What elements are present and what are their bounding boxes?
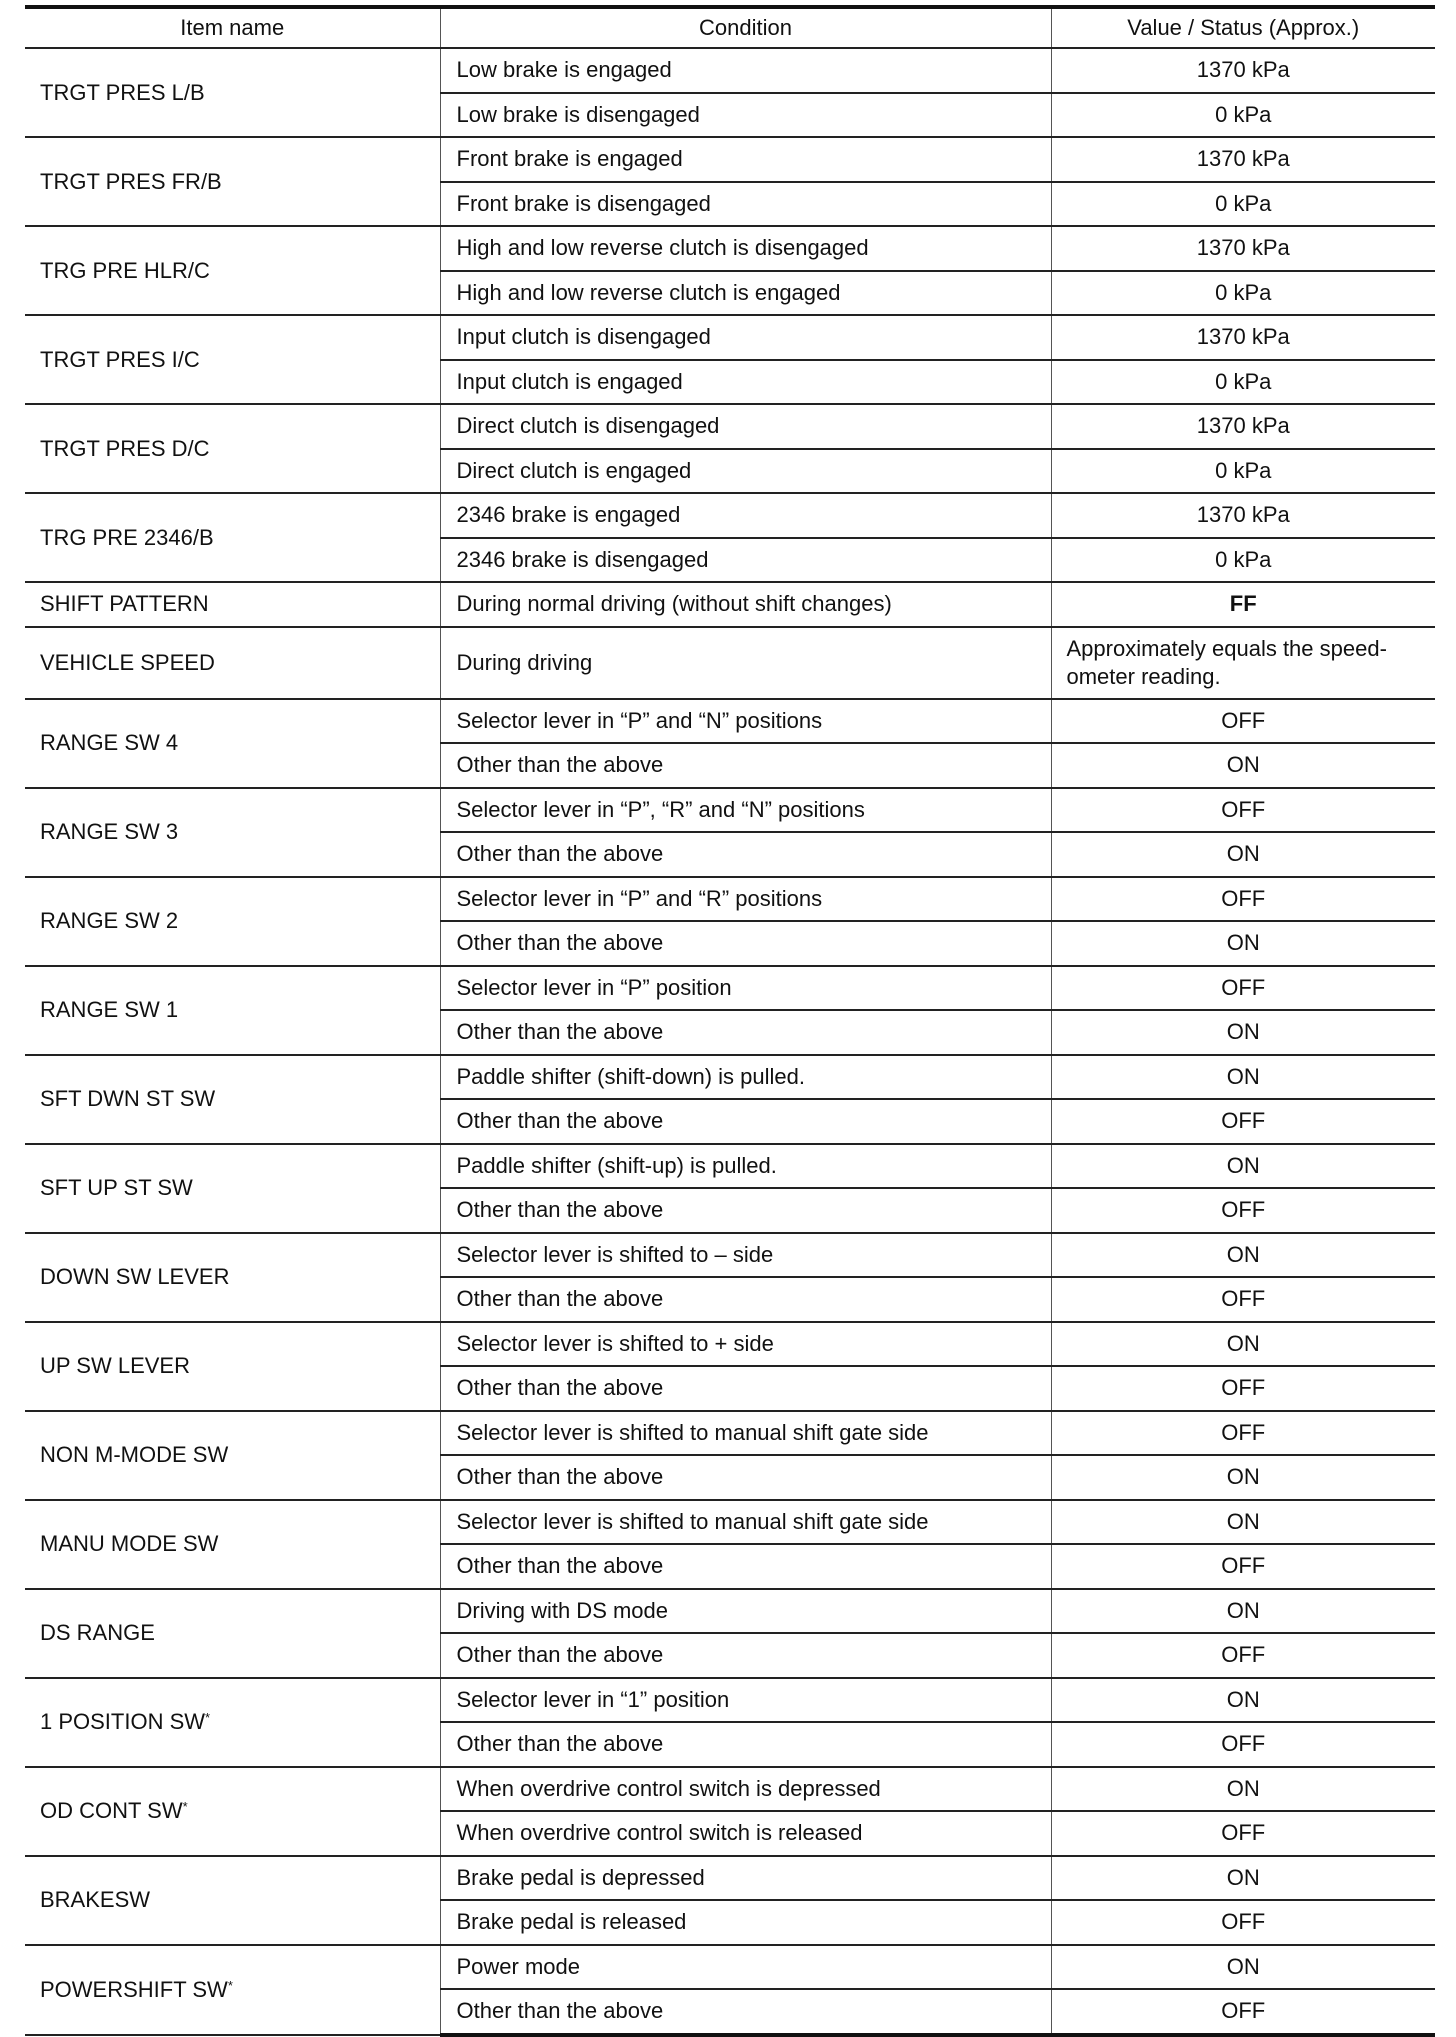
condition-cell: When overdrive control switch is depressed — [440, 1767, 1051, 1812]
condition-cell: Direct clutch is disengaged — [440, 404, 1051, 449]
value-status-cell: OFF — [1051, 1811, 1435, 1856]
condition-cell: Other than the above — [440, 1455, 1051, 1500]
value-status-cell: OFF — [1051, 1633, 1435, 1678]
condition-cell: Power mode — [440, 1945, 1051, 1990]
condition-cell: Low brake is engaged — [440, 48, 1051, 93]
condition-cell: Selector lever is shifted to manual shift gate side — [440, 1500, 1051, 1545]
item-name-cell — [25, 582, 440, 627]
condition-cell: Front brake is engaged — [440, 137, 1051, 182]
value-status-cell: FF — [1051, 582, 1435, 627]
value-status-cell: 1370 kPa — [1051, 315, 1435, 360]
footnote-marker: * — [205, 1710, 211, 1725]
condition-cell: Selector lever in “P” position — [440, 966, 1051, 1011]
condition-cell: 2346 brake is engaged — [440, 493, 1051, 538]
table-row — [25, 627, 1435, 699]
item-name-cell — [25, 627, 440, 699]
item-name-cell — [25, 1055, 440, 1144]
condition-cell: Input clutch is disengaged — [440, 315, 1051, 360]
table-header — [25, 7, 1435, 48]
item-name: TRG PRE HLR/C — [40, 257, 210, 283]
value-status-cell: ON — [1051, 1678, 1435, 1723]
header-row — [25, 7, 1435, 48]
value-status-cell: 0 kPa — [1051, 271, 1435, 316]
value-status-cell: 1370 kPa — [1051, 48, 1435, 93]
condition-cell: High and low reverse clutch is disengaged — [440, 226, 1051, 271]
value-status-cell: ON — [1051, 1010, 1435, 1055]
value-status-cell: 0 kPa — [1051, 538, 1435, 583]
item-name: NON M-MODE SW — [40, 1442, 229, 1467]
value-status-cell: OFF — [1051, 877, 1435, 922]
table-row — [25, 48, 1435, 93]
value-status-cell: OFF — [1051, 1099, 1435, 1144]
condition-cell: Other than the above — [440, 1989, 1051, 2035]
item-name: SFT DWN ST SW — [40, 1086, 216, 1111]
item-name-cell — [25, 48, 440, 137]
value-status-cell: 1370 kPa — [1051, 493, 1435, 538]
condition-cell: Direct clutch is engaged — [440, 449, 1051, 494]
value-status-cell: ON — [1051, 832, 1435, 877]
item-name: TRGT PRES L/B — [40, 79, 205, 105]
condition-cell: High and low reverse clutch is engaged — [440, 271, 1051, 316]
table-row — [25, 582, 1435, 627]
table-row — [25, 137, 1435, 182]
condition-cell: Low brake is disengaged — [440, 93, 1051, 138]
condition-cell: Selector lever in “P” and “R” positions — [440, 877, 1051, 922]
item-name-cell — [25, 493, 440, 582]
item-name: TRGT PRES I/C — [40, 346, 200, 372]
footnote-marker: * — [227, 1977, 233, 1993]
table-row — [25, 315, 1435, 360]
item-name: DS RANGE — [40, 1620, 155, 1645]
condition-cell: Other than the above — [440, 1099, 1051, 1144]
condition-cell: Other than the above — [440, 1722, 1051, 1767]
item-name: RANGE SW 2 — [40, 908, 179, 933]
value-status-cell: 1370 kPa — [1051, 137, 1435, 182]
table-row — [25, 1233, 1435, 1278]
condition-cell: When overdrive control switch is released — [440, 1811, 1051, 1856]
item-name-cell — [25, 877, 440, 966]
table-row — [25, 1678, 1435, 1723]
value-status-cell: ON — [1051, 1945, 1435, 1990]
value-status-cell: ON — [1051, 1322, 1435, 1367]
condition-cell: Other than the above — [440, 921, 1051, 966]
condition-cell: Other than the above — [440, 832, 1051, 877]
item-name: TRGT PRES D/C — [40, 435, 210, 461]
item-name-cell — [25, 1856, 440, 1945]
condition-cell: 2346 brake is disengaged — [440, 538, 1051, 583]
condition-cell: Other than the above — [440, 1010, 1051, 1055]
condition-cell: Other than the above — [440, 1277, 1051, 1322]
item-name: 1 POSITION SW — [40, 1709, 206, 1734]
table-row — [25, 1055, 1435, 1100]
item-name: POWERSHIFT SW — [40, 1976, 228, 2002]
value-status-cell: 0 kPa — [1051, 182, 1435, 227]
condition-cell: Selector lever in “1” position — [440, 1678, 1051, 1723]
condition-cell: Brake pedal is depressed — [440, 1856, 1051, 1901]
item-name: TRG PRE 2346/B — [40, 524, 214, 550]
value-status-cell: OFF — [1051, 1366, 1435, 1411]
item-name-cell — [25, 1322, 440, 1411]
value-status-cell: 0 kPa — [1051, 360, 1435, 405]
value-status-cell: OFF — [1051, 1188, 1435, 1233]
condition-cell: Brake pedal is released — [440, 1900, 1051, 1945]
condition-cell: Selector lever is shifted to – side — [440, 1233, 1051, 1278]
condition-cell: Selector lever is shifted to + side — [440, 1322, 1051, 1367]
value-status-cell: ON — [1051, 1144, 1435, 1189]
value-status-cell: 1370 kPa — [1051, 404, 1435, 449]
value-status-cell: OFF — [1051, 1277, 1435, 1322]
table-row — [25, 788, 1435, 833]
item-name-cell — [25, 1144, 440, 1233]
value-status-cell: ON — [1051, 1055, 1435, 1100]
value-status-cell: 0 kPa — [1051, 449, 1435, 494]
value-status-cell: ON — [1051, 1233, 1435, 1278]
item-name: VEHICLE SPEED — [40, 649, 215, 675]
condition-cell: Front brake is disengaged — [440, 182, 1051, 227]
condition-cell: Paddle shifter (shift-up) is pulled. — [440, 1144, 1051, 1189]
value-status-cell: OFF — [1051, 1411, 1435, 1456]
value-status-cell: OFF — [1051, 1900, 1435, 1945]
table-row — [25, 1589, 1435, 1634]
header-item-name: Item name — [25, 7, 440, 48]
item-name: DOWN SW LEVER — [40, 1264, 230, 1289]
condition-cell: During normal driving (without shift changes) — [440, 582, 1051, 627]
item-name-cell — [25, 788, 440, 877]
item-name: UP SW LEVER — [40, 1353, 190, 1378]
value-status-cell: ON — [1051, 1500, 1435, 1545]
item-name-cell — [25, 1678, 440, 1767]
table-row — [25, 493, 1435, 538]
item-name-cell — [25, 404, 440, 493]
condition-cell: Other than the above — [440, 1366, 1051, 1411]
condition-cell: Other than the above — [440, 1544, 1051, 1589]
value-status-cell: OFF — [1051, 1722, 1435, 1767]
item-name-cell — [25, 315, 440, 404]
value-status-cell: ON — [1051, 1856, 1435, 1901]
value-status-cell: ON — [1051, 1589, 1435, 1634]
condition-cell: Other than the above — [440, 1188, 1051, 1233]
condition-cell: Selector lever in “P” and “N” positions — [440, 699, 1051, 744]
value-status-cell: OFF — [1051, 699, 1435, 744]
table-row — [25, 226, 1435, 271]
condition-cell: During driving — [440, 627, 1051, 699]
item-name: RANGE SW 3 — [40, 819, 179, 844]
condition-cell: Input clutch is engaged — [440, 360, 1051, 405]
item-name-cell — [25, 137, 440, 226]
item-name-cell — [25, 699, 440, 788]
value-status-cell: Approximately equals the speed-ometer reading. — [1051, 627, 1435, 699]
condition-cell: Paddle shifter (shift-down) is pulled. — [440, 1055, 1051, 1100]
value-status-cell: ON — [1051, 921, 1435, 966]
table-row — [25, 1322, 1435, 1367]
table-row — [25, 1767, 1435, 1812]
condition-cell: Selector lever is shifted to manual shift gate side — [440, 1411, 1051, 1456]
header-condition: Condition — [440, 7, 1051, 48]
table-row — [25, 966, 1435, 1011]
value-status-cell: ON — [1051, 1455, 1435, 1500]
table-row — [25, 1856, 1435, 1901]
item-name-cell — [25, 1945, 440, 2035]
data-monitor-table — [25, 5, 1435, 2037]
condition-cell: Other than the above — [440, 743, 1051, 788]
value-status-cell: 0 kPa — [1051, 93, 1435, 138]
value-status-cell: ON — [1051, 743, 1435, 788]
item-name-cell — [25, 1589, 440, 1678]
item-name: RANGE SW 1 — [40, 997, 179, 1022]
item-name-cell — [25, 226, 440, 315]
table-row — [25, 877, 1435, 922]
item-name-cell — [25, 1233, 440, 1322]
header-value-status: Value / Status (Approx.) — [1051, 7, 1435, 48]
item-name-cell — [25, 1500, 440, 1589]
item-name: RANGE SW 4 — [40, 730, 179, 755]
item-name: MANU MODE SW — [40, 1531, 219, 1556]
table-row — [25, 1945, 1435, 1990]
item-name: BRAKESW — [40, 1887, 151, 1912]
condition-cell: Other than the above — [440, 1633, 1051, 1678]
table-row — [25, 404, 1435, 449]
value-status-cell: OFF — [1051, 788, 1435, 833]
footnote-marker: * — [182, 1799, 188, 1814]
condition-cell: Selector lever in “P”, “R” and “N” positions — [440, 788, 1051, 833]
item-name-cell — [25, 1767, 440, 1856]
item-name-cell — [25, 966, 440, 1055]
table-row — [25, 699, 1435, 744]
value-status-cell: 1370 kPa — [1051, 226, 1435, 271]
item-name: TRGT PRES FR/B — [40, 168, 222, 194]
value-status-cell: OFF — [1051, 1544, 1435, 1589]
table-row — [25, 1500, 1435, 1545]
value-status-cell: OFF — [1051, 1989, 1435, 2035]
item-name: SHIFT PATTERN — [40, 591, 209, 617]
item-name-cell — [25, 1411, 440, 1500]
table-row — [25, 1144, 1435, 1189]
table-body — [25, 48, 1435, 2035]
value-status-cell: OFF — [1051, 966, 1435, 1011]
item-name: OD CONT SW — [40, 1798, 183, 1823]
item-name: SFT UP ST SW — [40, 1175, 193, 1200]
table-row — [25, 1411, 1435, 1456]
value-status-cell: ON — [1051, 1767, 1435, 1812]
condition-cell: Driving with DS mode — [440, 1589, 1051, 1634]
